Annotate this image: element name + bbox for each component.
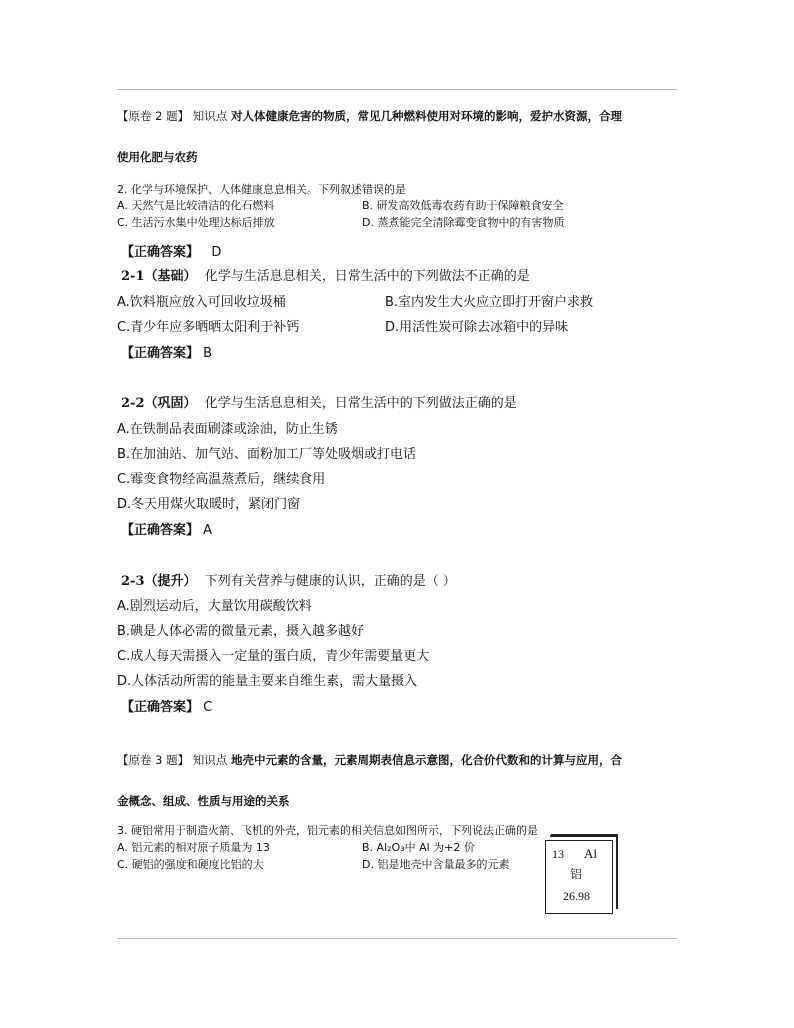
q2-3-option-d: D.人体活动所需的能量主要来自维生素，需大量摄入 [117, 674, 418, 689]
q2-3-text: 下列有关营养与健康的认识，正确的是（ ） [204, 574, 456, 589]
answer-label: 【正确答案】 [121, 245, 200, 260]
q2-2-option-b: B.在加油站、加气站、面粉加工厂等处吸烟或打电话 [117, 447, 417, 462]
orig-2-option-b: B. 研发高效低毒农药有助于保障粮食安全 [362, 199, 564, 212]
answer-label: 【正确答案】 [121, 346, 200, 361]
element-name: 铝 [570, 867, 583, 881]
orig-2-header [117, 108, 622, 124]
q2-3-option-b: B.碘是人体必需的微量元素，摄入越多越好 [117, 624, 365, 639]
orig-3-knowledge-points: 地壳中元素的含量，元素周期表信息示意图，化合价代数和的计算与应用，合 [230, 753, 622, 767]
q2-1-text: 化学与生活息息相关，日常生活中的下列做法不正确的是 [204, 269, 530, 284]
q2-2-option-d: D.冬天用煤火取暖时，紧闭门窗 [117, 497, 301, 512]
q2-3-answer [121, 696, 212, 715]
answer-value: D [211, 245, 222, 260]
q2-2-stem [121, 392, 517, 411]
q2-1-option-b: B.室内发生大火应立即打开窗户求救 [385, 295, 594, 310]
orig-2-option-c: C. 生活污水集中处理达标后排放 [117, 216, 275, 229]
q2-3-tag: 2-3（提升） [121, 574, 197, 589]
q2-3-stem [121, 570, 456, 589]
orig-3-header [117, 752, 622, 768]
q2-2-option-c: C.霉变食物经高温蒸煮后，继续食用 [117, 472, 326, 487]
orig-3-header-prefix: 【原卷 3 题】 知识点 [117, 753, 231, 767]
orig-2-option-d: D. 蒸煮能完全清除霉变食物中的有害物质 [362, 216, 565, 229]
q2-1-option-a: A.饮料瓶应放入可回收垃圾桶 [117, 295, 286, 310]
answer-label: 【正确答案】 [121, 523, 200, 538]
q2-1-option-d: D.用活性炭可除去冰箱中的异味 [385, 320, 569, 335]
bottom-rule [117, 938, 677, 939]
answer-label: 【正确答案】 [121, 700, 200, 715]
q2-3-option-c: C.成人每天需摄入一定量的蛋白质，青少年需要量更大 [117, 649, 430, 664]
orig-3-option-b: B. Al₂O₃中 Al 为+2 价 [362, 841, 475, 854]
orig-2-header-prefix: 【原卷 2 题】 知识点 [117, 109, 231, 123]
orig-3-question: 3. 硬铝常用于制造火箭、飞机的外壳，铝元素的相关信息如图所示，下列说法正确的是 [117, 824, 538, 837]
top-rule [117, 89, 677, 90]
orig-2-option-a: A. 天然气是比较清洁的化石燃料 [117, 199, 275, 212]
orig-3-header-cont: 金概念、组成、性质与用途的关系 [117, 794, 290, 808]
orig-3-option-c: C. 硬铝的强度和硬度比铝的大 [117, 858, 264, 871]
q2-2-text: 化学与生活息息相关，日常生活中的下列做法正确的是 [204, 396, 517, 411]
q2-2-option-a: A.在铁制品表面刷漆或涂油，防止生锈 [117, 422, 338, 437]
orig-3-option-a: A. 铝元素的相对原子质量为 13 [117, 841, 270, 854]
orig-2-header-cont: 使用化肥与农药 [117, 150, 198, 164]
element-atomic-mass: 26.98 [563, 889, 590, 903]
element-atomic-number: 13 [552, 847, 564, 861]
element-symbol: Al [584, 846, 597, 861]
answer-value: A [203, 523, 213, 538]
answer-value: C [203, 700, 213, 715]
q2-1-tag: 2-1（基础） [121, 269, 197, 284]
q2-2-tag: 2-2（巩固） [121, 396, 197, 411]
q2-2-answer [121, 519, 212, 538]
q2-1-answer [121, 342, 212, 361]
orig-2-question: 2. 化学与环境保护、人体健康息息相关。下列叙述错误的是 [117, 183, 406, 196]
q2-1-option-c: C.青少年应多晒晒太阳利于补钙 [117, 320, 300, 335]
q2-3-option-a: A.剧烈运动后，大量饮用碳酸饮料 [117, 599, 312, 614]
orig-2-knowledge-points: 对人体健康危害的物质，常见几种燃料使用对环境的影响，爱护水资源，合理 [230, 109, 622, 123]
element-tile-aluminium [545, 840, 613, 914]
orig-3-option-d: D. 铝是地壳中含量最多的元素 [362, 858, 510, 871]
orig-2-answer [121, 241, 221, 260]
q2-1-stem [121, 265, 530, 284]
answer-value: B [203, 346, 213, 361]
